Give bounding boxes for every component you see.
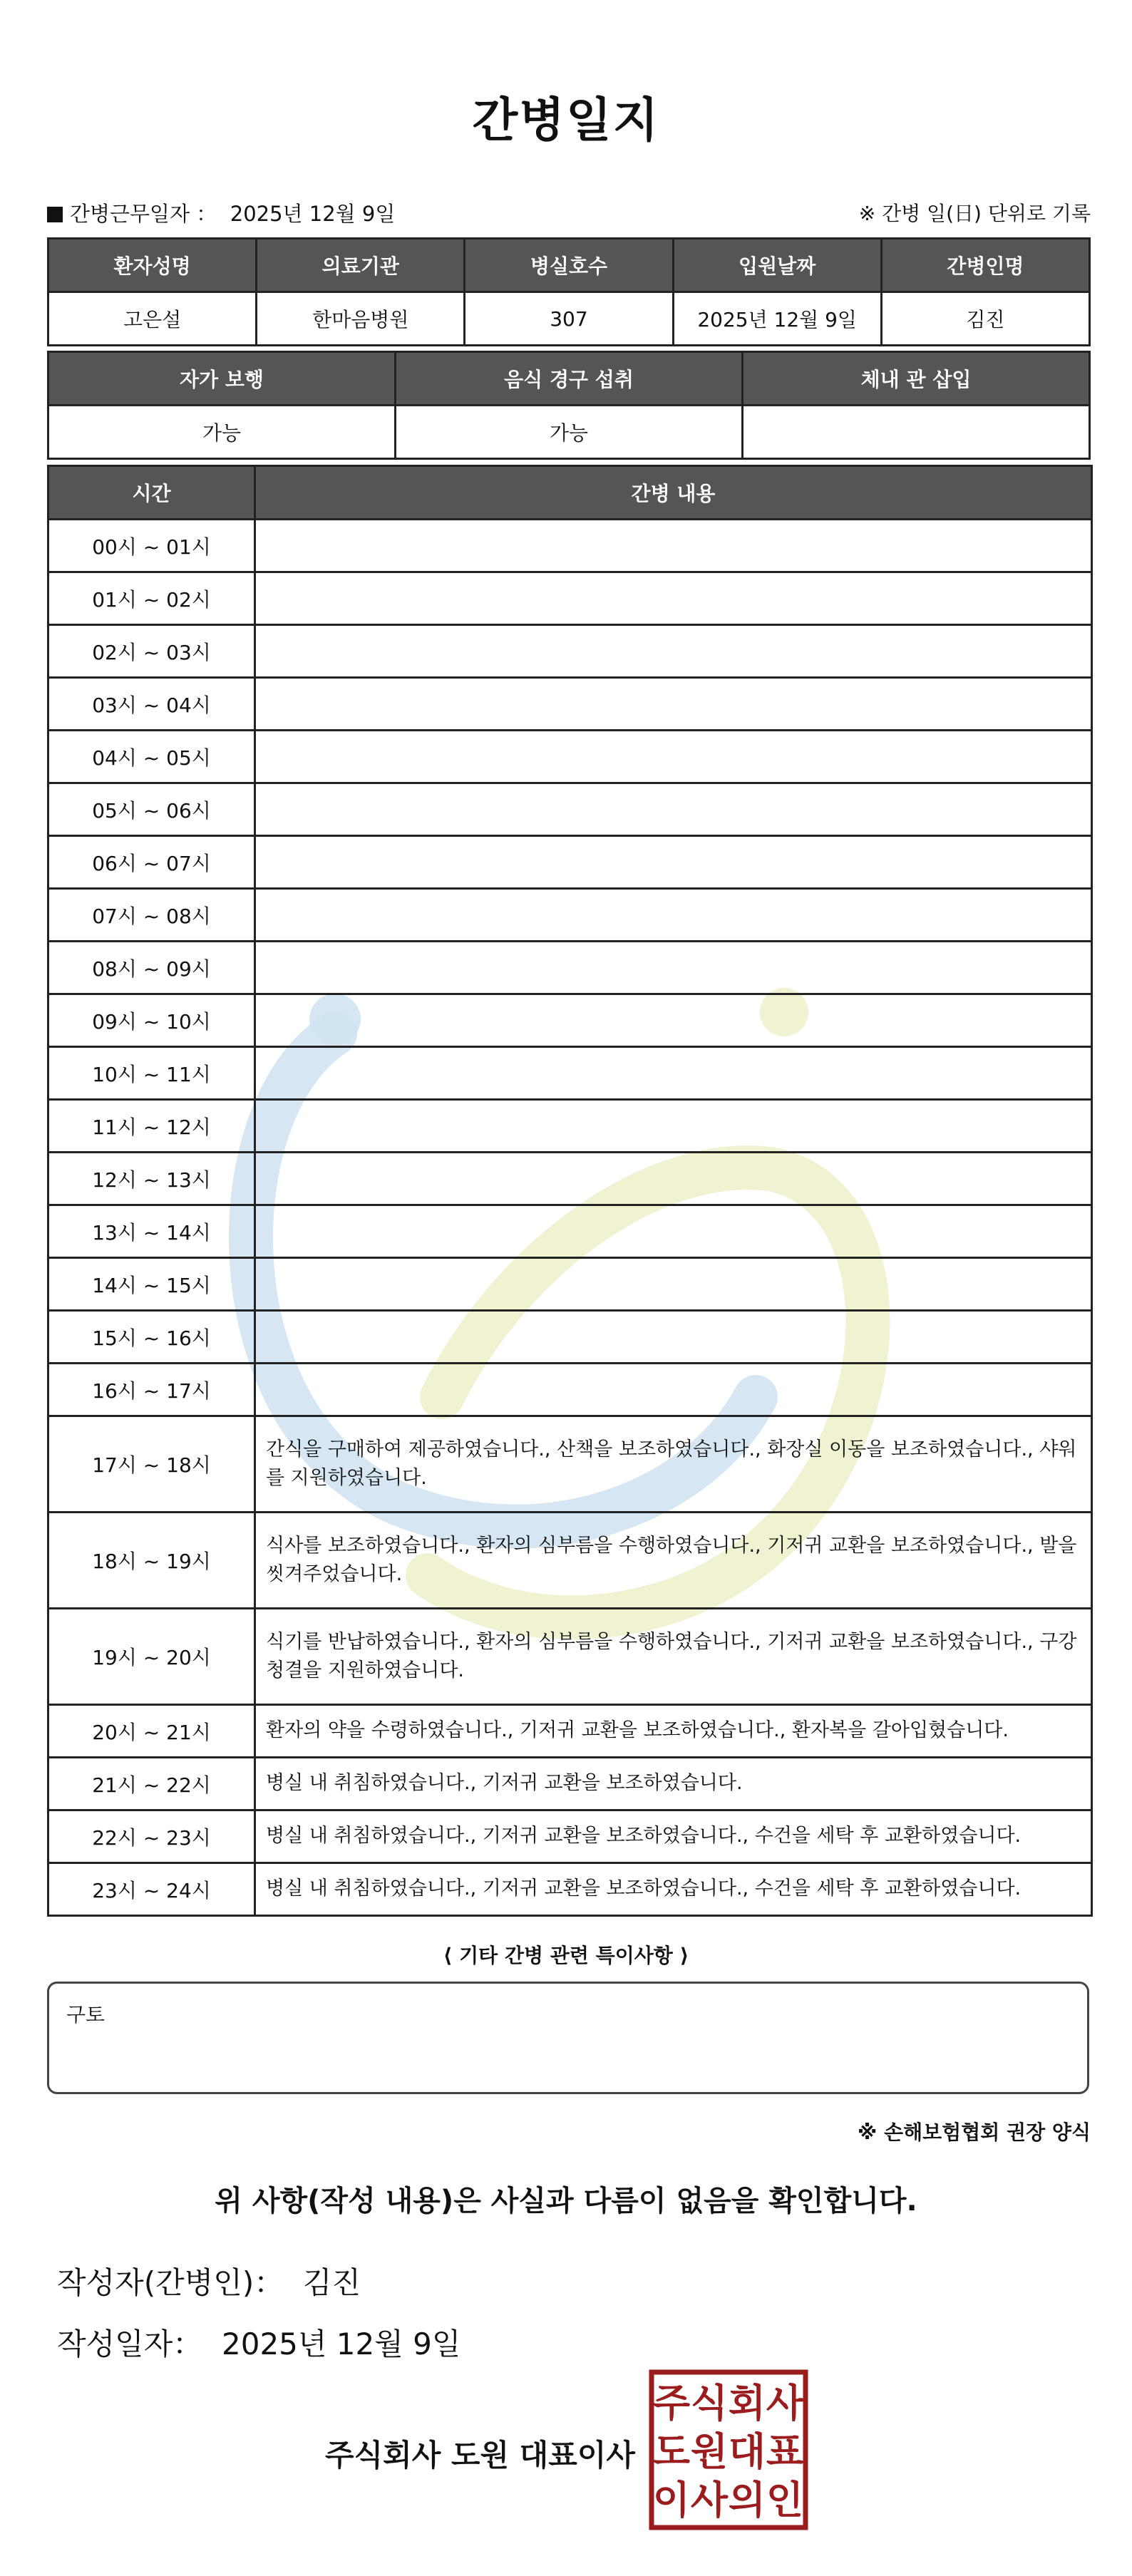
time-slot: 05시 ~ 06시: [48, 783, 255, 836]
company-seal-stamp: [647, 2368, 810, 2532]
table-row: [48, 1758, 1092, 1810]
table-row: [48, 678, 1092, 731]
care-content: [255, 625, 1092, 678]
table-row: [48, 889, 1092, 942]
hospital-name: 한마음병원: [257, 292, 465, 346]
care-content: [255, 1100, 1092, 1153]
time-slot: 22시 ~ 23시: [48, 1810, 255, 1863]
care-content: [255, 1311, 1092, 1364]
table-row: [48, 1153, 1092, 1205]
care-content: [255, 889, 1092, 942]
care-content: [255, 731, 1092, 783]
others-title: ⟨ 기타 간병 관련 특이사항 ⟩: [443, 1944, 689, 1967]
header-room-number: 병실호수: [465, 239, 673, 292]
care-log-header-row: [48, 466, 1092, 520]
care-content: [255, 1258, 1092, 1311]
care-content: 병실 내 취침하였습니다., 기저귀 교환을 보조하였습니다.: [255, 1758, 1092, 1810]
time-slot: 11시 ~ 12시: [48, 1100, 255, 1153]
stamp-glyph: 도: [652, 2429, 691, 2474]
care-content: [255, 1047, 1092, 1100]
work-date: [47, 198, 395, 227]
table-row: [48, 731, 1092, 783]
patient-status-header-row: [48, 352, 1090, 406]
write-date-value: 2025년 12월 9일: [222, 2327, 461, 2361]
header-oral-intake: 음식 경구 섭취: [396, 352, 743, 406]
table-row: [48, 1364, 1092, 1416]
care-log-body: [48, 520, 1092, 1916]
patient-info-value-row: [48, 292, 1090, 346]
table-row: [48, 1810, 1092, 1863]
table-row: [48, 942, 1092, 994]
time-slot: 18시 ~ 19시: [48, 1513, 255, 1609]
care-content: [255, 994, 1092, 1047]
time-slot: 07시 ~ 08시: [48, 889, 255, 942]
write-date-label: 작성일자：: [57, 2327, 203, 2361]
unit-note: ※ 간병 일(日) 단위로 기록: [858, 202, 1091, 225]
time-slot: 21시 ~ 22시: [48, 1758, 255, 1810]
care-content: 환자의 약을 수령하였습니다., 기저귀 교환을 보조하였습니다., 환자복을 갈아입혔습니다.: [255, 1705, 1092, 1758]
stamp-glyph: 식: [690, 2381, 729, 2426]
header-time: 시간: [48, 466, 255, 520]
table-row: [48, 1705, 1092, 1758]
table-row: [48, 994, 1092, 1047]
care-content: 병실 내 취침하였습니다., 기저귀 교환을 보조하였습니다., 수건을 세탁 후 교환하였습니다.: [255, 1863, 1092, 1916]
stamp-glyph: 인: [766, 2478, 804, 2523]
stamp-glyph: 사: [766, 2381, 804, 2426]
time-slot: 16시 ~ 17시: [48, 1364, 255, 1416]
time-slot: 03시 ~ 04시: [48, 678, 255, 731]
writer-line: [57, 2260, 361, 2302]
header-care-content: 간병 내용: [255, 466, 1092, 520]
table-row: [48, 1047, 1092, 1100]
patient-status-table: [47, 351, 1091, 460]
time-slot: 08시 ~ 09시: [48, 942, 255, 994]
confirmation-statement: 위 사항(작성 내용)은 사실과 다름이 없음을 확인합니다.: [215, 2185, 917, 2217]
care-content: 식사를 보조하였습니다., 환자의 심부름을 수행하였습니다., 기저귀 교환을 보조하였습니다., 발을 씻겨주었습니다.: [255, 1513, 1092, 1609]
table-row: [48, 625, 1092, 678]
tube-insertion-value: [743, 406, 1090, 459]
care-content: [255, 678, 1092, 731]
stamp-glyph: 회: [728, 2381, 766, 2426]
care-content: [255, 1205, 1092, 1258]
header-caregiver-name: 간병인명: [881, 239, 1089, 292]
writer-label: 작성자(간병인)：: [57, 2265, 284, 2300]
header-self-walking: 자가 보행: [48, 352, 396, 406]
header-hospital: 의료기관: [257, 239, 465, 292]
care-content: [255, 1364, 1092, 1416]
time-slot: 00시 ~ 01시: [48, 520, 255, 572]
header-admission-date: 입원날짜: [673, 239, 881, 292]
header-tube-insertion: 체내 관 삽입: [743, 352, 1090, 406]
patient-status-value-row: [48, 406, 1090, 459]
time-slot: 23시 ~ 24시: [48, 1863, 255, 1916]
care-content: 병실 내 취침하였습니다., 기저귀 교환을 보조하였습니다., 수건을 세탁 후 교환하였습니다.: [255, 1810, 1092, 1863]
care-content: 식기를 반납하였습니다., 환자의 심부름을 수행하였습니다., 기저귀 교환을 보조하였습니다., 구강청결을 지원하였습니다.: [255, 1609, 1092, 1705]
patient-info-header-row: [48, 239, 1090, 292]
stamp-glyph: 사: [690, 2478, 729, 2523]
stamp-glyph: 표: [766, 2429, 804, 2474]
time-slot: 02시 ~ 03시: [48, 625, 255, 678]
time-slot: 19시 ~ 20시: [48, 1609, 255, 1705]
care-log-table: [47, 465, 1093, 1917]
table-row: [48, 836, 1092, 889]
work-date-label: 간병근무일자 ：: [70, 202, 217, 226]
time-slot: 04시 ~ 05시: [48, 731, 255, 783]
table-row: [48, 783, 1092, 836]
time-slot: 15시 ~ 16시: [48, 1311, 255, 1364]
table-row: [48, 1416, 1092, 1513]
time-slot: 12시 ~ 13시: [48, 1153, 255, 1205]
table-row: [48, 1311, 1092, 1364]
time-slot: 01시 ~ 02시: [48, 572, 255, 625]
recommend-note: ※ 손해보험협회 권장 양식: [858, 2121, 1091, 2144]
table-row: [48, 1100, 1092, 1153]
stamp-glyph: 대: [728, 2429, 766, 2474]
oral-intake-value: 가능: [396, 406, 743, 459]
time-slot: 10시 ~ 11시: [48, 1047, 255, 1100]
time-slot: 06시 ~ 07시: [48, 836, 255, 889]
care-content: [255, 836, 1092, 889]
table-row: [48, 1863, 1092, 1916]
table-row: [48, 520, 1092, 572]
table-row: [48, 1609, 1092, 1705]
company-signature: 주식회사 도원 대표이사: [325, 2438, 635, 2473]
header-patient-name: 환자성명: [48, 239, 257, 292]
patient-name: 고은설: [48, 292, 257, 346]
self-walking-value: 가능: [48, 406, 396, 459]
time-slot: 14시 ~ 15시: [48, 1258, 255, 1311]
table-row: [48, 1205, 1092, 1258]
table-row: [48, 1513, 1092, 1609]
care-content: [255, 1153, 1092, 1205]
patient-info-table: [47, 237, 1091, 346]
others-content: 구토: [47, 1982, 1089, 2094]
stamp-glyph: 의: [728, 2478, 766, 2523]
write-date-line: [57, 2321, 460, 2364]
stamp-glyph: 주: [652, 2381, 691, 2426]
care-content: [255, 572, 1092, 625]
stamp-glyph: 이: [652, 2478, 691, 2523]
care-content: [255, 783, 1092, 836]
stamp-glyph: 원: [690, 2429, 729, 2474]
care-content: [255, 942, 1092, 994]
care-content: [255, 520, 1092, 572]
work-date-value: 2025년 12월 9일: [230, 202, 396, 226]
table-row: [48, 572, 1092, 625]
time-slot: 13시 ~ 14시: [48, 1205, 255, 1258]
time-slot: 20시 ~ 21시: [48, 1705, 255, 1758]
caregiver-name: 김진: [881, 292, 1089, 346]
time-slot: 17시 ~ 18시: [48, 1416, 255, 1513]
square-bullet-icon: [47, 207, 63, 222]
document-title: 간병일지: [472, 93, 660, 148]
room-number: 307: [465, 292, 673, 346]
table-row: [48, 1258, 1092, 1311]
writer-name: 김진: [302, 2265, 361, 2300]
time-slot: 09시 ~ 10시: [48, 994, 255, 1047]
care-content: 간식을 구매하여 제공하였습니다., 산책을 보조하였습니다., 화장실 이동을 보조하였습니다., 샤워를 지원하였습니다.: [255, 1416, 1092, 1513]
admission-date: 2025년 12월 9일: [673, 292, 881, 346]
